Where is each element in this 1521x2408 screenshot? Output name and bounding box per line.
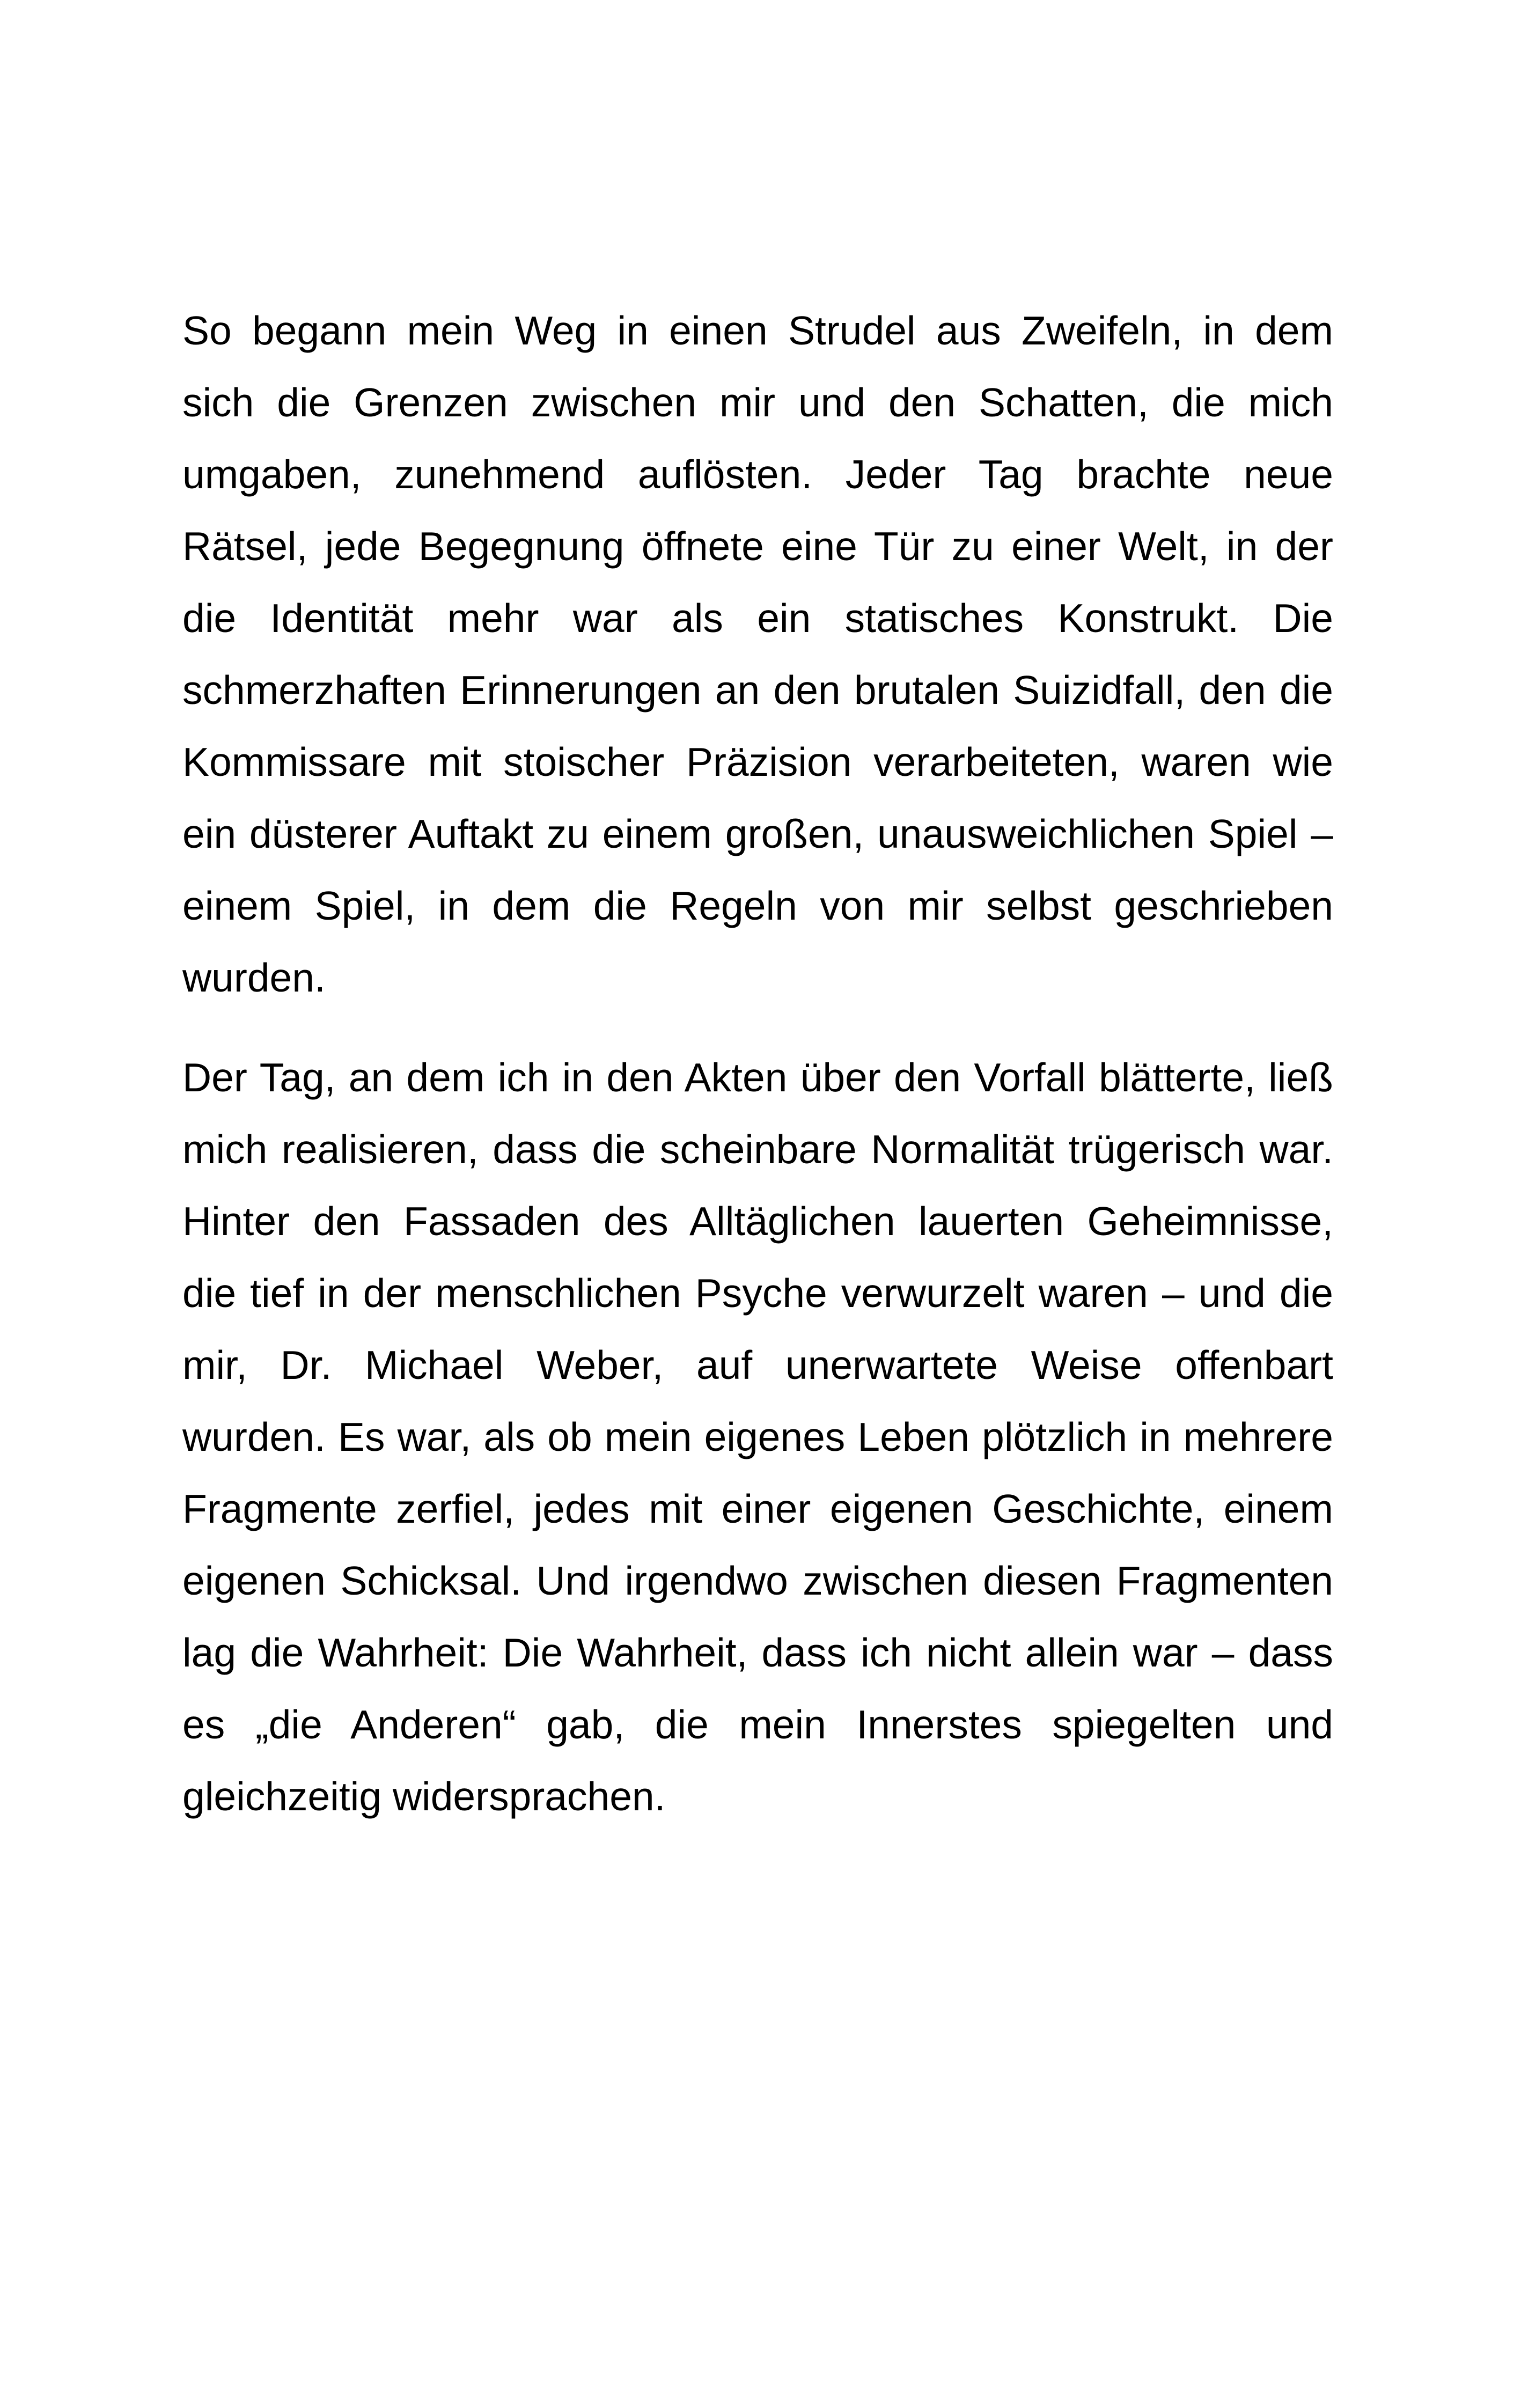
text-line: eigenen Schicksal. Und irgendwo zwischen diesen Fragmenten xyxy=(182,1558,1333,1603)
text-line: einem Spiel, in dem die Regeln von mir selbst geschrieben xyxy=(182,883,1333,928)
text-line: Der Tag, an dem ich in den Akten über den Vorfall blätterte, ließ xyxy=(182,1055,1333,1100)
text-line: Kommissare mit stoischer Präzision verarbeiteten, waren wie xyxy=(182,739,1333,784)
text-line: schmerzhaften Erinnerungen an den brutalen Suizidfall, den die xyxy=(182,667,1333,713)
text-line: So begann mein Weg in einen Strudel aus Zweifeln, in dem xyxy=(182,308,1333,353)
text-line: wurden. Es war, als ob mein eigenes Leben plötzlich in mehrere xyxy=(182,1414,1333,1459)
text-line: wurden. xyxy=(182,955,326,1000)
text-line: Rätsel, jede Begegnung öffnete eine Tür zu einer Welt, in der xyxy=(182,524,1333,569)
text-line: gleichzeitig widersprachen. xyxy=(182,1774,666,1819)
text-line: ein düsterer Auftakt zu einem großen, unausweichlichen Spiel – xyxy=(182,811,1333,856)
text-line: sich die Grenzen zwischen mir und den Schatten, die mich xyxy=(182,380,1333,425)
text-line: lag die Wahrheit: Die Wahrheit, dass ich nicht allein war – dass xyxy=(182,1630,1333,1675)
text-line: die Identität mehr war als ein statisches Konstrukt. Die xyxy=(182,596,1333,641)
text-line: Fragmente zerfiel, jedes mit einer eigenen Geschichte, einem xyxy=(182,1486,1333,1531)
text-line: die tief in der menschlichen Psyche verwurzelt waren – und die xyxy=(182,1271,1333,1316)
text-line: umgaben, zunehmend auflösten. Jeder Tag brachte neue xyxy=(182,452,1333,497)
text-line: mir, Dr. Michael Weber, auf unerwartete Weise offenbart xyxy=(182,1342,1333,1387)
paragraph-1 xyxy=(182,295,1333,1014)
text-line: mich realisieren, dass die scheinbare Normalität trügerisch war. xyxy=(182,1127,1333,1172)
paragraph-2 xyxy=(182,1041,1333,1832)
text-block xyxy=(182,295,1333,1832)
text-line: es „die Anderen“ gab, die mein Innerstes spiegelten und xyxy=(182,1702,1333,1747)
text-line: Hinter den Fassaden des Alltäglichen lauerten Geheimnisse, xyxy=(182,1199,1333,1244)
